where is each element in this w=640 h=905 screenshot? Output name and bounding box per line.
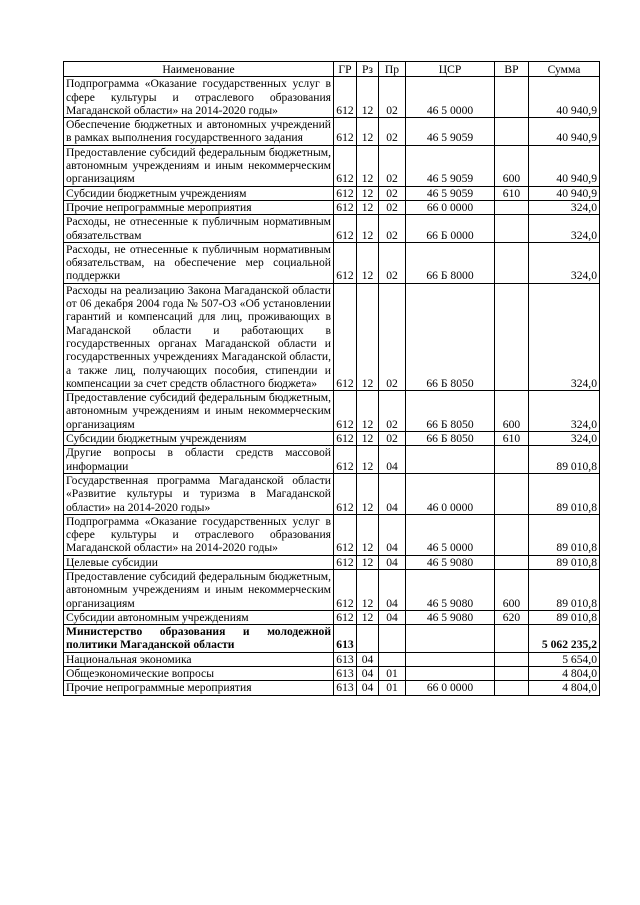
row-gr: 612 bbox=[334, 610, 357, 624]
row-gr: 612 bbox=[334, 446, 357, 474]
row-name: Государственная программа Магаданской области «Развитие культуры и туризма в Магаданской области» на 2014-2020 годы» bbox=[64, 473, 334, 514]
row-name: Подпрограмма «Оказание государственных услуг в сфере культуры и отраслевого образования Магаданской области» на 2014-2020 годы» bbox=[64, 77, 334, 118]
row-rz: 12 bbox=[357, 283, 379, 390]
row-csr: 46 0 0000 bbox=[406, 473, 495, 514]
row-sum: 324,0 bbox=[529, 283, 600, 390]
row-sum: 89 010,8 bbox=[529, 514, 600, 555]
table-row bbox=[64, 77, 600, 118]
row-vr bbox=[495, 473, 529, 514]
row-pr: 02 bbox=[379, 242, 406, 283]
row-sum: 89 010,8 bbox=[529, 473, 600, 514]
table-row bbox=[64, 625, 600, 653]
row-sum: 89 010,8 bbox=[529, 555, 600, 569]
row-csr bbox=[406, 667, 495, 681]
row-gr: 612 bbox=[334, 118, 357, 146]
row-vr bbox=[495, 681, 529, 695]
row-gr: 612 bbox=[334, 569, 357, 610]
row-gr: 612 bbox=[334, 215, 357, 243]
header-vr: ВР bbox=[495, 62, 529, 77]
row-vr bbox=[495, 446, 529, 474]
row-sum: 40 940,9 bbox=[529, 77, 600, 118]
row-rz: 12 bbox=[357, 473, 379, 514]
row-gr: 612 bbox=[334, 432, 357, 446]
row-pr: 02 bbox=[379, 200, 406, 214]
row-name: Целевые субсидии bbox=[64, 555, 334, 569]
row-sum: 324,0 bbox=[529, 242, 600, 283]
table-row bbox=[64, 186, 600, 200]
row-name: Прочие непрограммные мероприятия bbox=[64, 681, 334, 695]
table-row bbox=[64, 283, 600, 390]
row-csr: 66 0 0000 bbox=[406, 681, 495, 695]
row-name: Обеспечение бюджетных и автономных учреждений в рамках выполнения государственного задания bbox=[64, 118, 334, 146]
row-sum: 324,0 bbox=[529, 391, 600, 432]
row-pr: 04 bbox=[379, 446, 406, 474]
row-sum: 5 654,0 bbox=[529, 652, 600, 666]
row-csr: 66 Б 8050 bbox=[406, 283, 495, 390]
row-name: Расходы, не отнесенные к публичным нормативным обязательствам, на обеспечение мер социальной поддержки bbox=[64, 242, 334, 283]
row-pr: 02 bbox=[379, 118, 406, 146]
row-sum: 324,0 bbox=[529, 432, 600, 446]
row-csr: 66 Б 8000 bbox=[406, 242, 495, 283]
row-vr: 610 bbox=[495, 186, 529, 200]
row-name: Другие вопросы в области средств массовой информации bbox=[64, 446, 334, 474]
table-row bbox=[64, 200, 600, 214]
row-vr bbox=[495, 514, 529, 555]
row-gr: 612 bbox=[334, 200, 357, 214]
row-rz: 12 bbox=[357, 200, 379, 214]
row-rz: 04 bbox=[357, 652, 379, 666]
row-vr bbox=[495, 77, 529, 118]
row-name: Предоставление субсидий федеральным бюджетным, автономным учреждениям и иным некоммерческим организациям bbox=[64, 145, 334, 186]
row-rz: 12 bbox=[357, 145, 379, 186]
row-name: Расходы на реализацию Закона Магаданской области от 06 декабря 2004 года № 507-ОЗ «Об установлении гарантий и компенсаций для лиц, проживающих в Магаданской области и работающих в государственных органах Магаданской области и государственных учреждениях Магаданской области, а также лиц, получающих пособия, стипендии и компенсации за счет средств областного бюджета» bbox=[64, 283, 334, 390]
row-csr: 46 5 9080 bbox=[406, 555, 495, 569]
row-gr: 613 bbox=[334, 667, 357, 681]
row-pr: 02 bbox=[379, 77, 406, 118]
row-pr: 02 bbox=[379, 283, 406, 390]
row-rz: 04 bbox=[357, 667, 379, 681]
row-sum: 4 804,0 bbox=[529, 667, 600, 681]
row-csr: 46 5 0000 bbox=[406, 514, 495, 555]
table-row bbox=[64, 215, 600, 243]
row-vr: 620 bbox=[495, 610, 529, 624]
row-sum: 89 010,8 bbox=[529, 610, 600, 624]
row-pr: 02 bbox=[379, 391, 406, 432]
table-row bbox=[64, 391, 600, 432]
row-vr bbox=[495, 242, 529, 283]
row-name: Субсидии автономным учреждениям bbox=[64, 610, 334, 624]
row-csr: 46 5 9080 bbox=[406, 610, 495, 624]
row-name: Прочие непрограммные мероприятия bbox=[64, 200, 334, 214]
row-vr: 600 bbox=[495, 569, 529, 610]
row-pr: 01 bbox=[379, 667, 406, 681]
table-row bbox=[64, 473, 600, 514]
row-name: Субсидии бюджетным учреждениям bbox=[64, 432, 334, 446]
row-sum: 89 010,8 bbox=[529, 569, 600, 610]
row-vr bbox=[495, 652, 529, 666]
row-csr: 46 5 9059 bbox=[406, 145, 495, 186]
table-row bbox=[64, 569, 600, 610]
table-row bbox=[64, 514, 600, 555]
row-csr: 66 Б 8050 bbox=[406, 432, 495, 446]
row-sum: 40 940,9 bbox=[529, 186, 600, 200]
row-rz: 12 bbox=[357, 514, 379, 555]
row-csr: 66 0 0000 bbox=[406, 200, 495, 214]
row-rz: 12 bbox=[357, 118, 379, 146]
row-rz: 12 bbox=[357, 215, 379, 243]
row-vr bbox=[495, 667, 529, 681]
row-rz: 12 bbox=[357, 391, 379, 432]
row-gr: 613 bbox=[334, 625, 357, 653]
row-csr: 46 5 0000 bbox=[406, 77, 495, 118]
row-pr: 04 bbox=[379, 473, 406, 514]
row-sum: 324,0 bbox=[529, 200, 600, 214]
row-name: Министерство образования и молодежной политики Магаданской области bbox=[64, 625, 334, 653]
table-row bbox=[64, 145, 600, 186]
row-gr: 612 bbox=[334, 145, 357, 186]
table-row bbox=[64, 610, 600, 624]
row-gr: 612 bbox=[334, 186, 357, 200]
row-name: Национальная экономика bbox=[64, 652, 334, 666]
row-name: Общеэкономические вопросы bbox=[64, 667, 334, 681]
row-vr: 600 bbox=[495, 391, 529, 432]
table-row bbox=[64, 652, 600, 666]
row-rz bbox=[357, 625, 379, 653]
budget-table bbox=[63, 61, 600, 696]
row-rz: 12 bbox=[357, 432, 379, 446]
row-pr: 01 bbox=[379, 681, 406, 695]
row-gr: 612 bbox=[334, 242, 357, 283]
row-vr bbox=[495, 215, 529, 243]
row-sum: 40 940,9 bbox=[529, 145, 600, 186]
row-pr: 02 bbox=[379, 186, 406, 200]
row-csr bbox=[406, 625, 495, 653]
row-rz: 12 bbox=[357, 242, 379, 283]
row-name: Подпрограмма «Оказание государственных услуг в сфере культуры и отраслевого образования Магаданской области» на 2014-2020 годы» bbox=[64, 514, 334, 555]
row-vr bbox=[495, 625, 529, 653]
table-row bbox=[64, 446, 600, 474]
row-pr: 02 bbox=[379, 215, 406, 243]
row-rz: 12 bbox=[357, 569, 379, 610]
row-name: Предоставление субсидий федеральным бюджетным, автономным учреждениям и иным некоммерческим организациям bbox=[64, 391, 334, 432]
row-csr bbox=[406, 446, 495, 474]
row-name: Субсидии бюджетным учреждениям bbox=[64, 186, 334, 200]
row-gr: 613 bbox=[334, 681, 357, 695]
row-gr: 612 bbox=[334, 283, 357, 390]
row-sum: 4 804,0 bbox=[529, 681, 600, 695]
row-gr: 612 bbox=[334, 391, 357, 432]
row-name: Расходы, не отнесенные к публичным нормативным обязательствам bbox=[64, 215, 334, 243]
row-csr: 46 5 9080 bbox=[406, 569, 495, 610]
row-vr bbox=[495, 200, 529, 214]
row-vr bbox=[495, 118, 529, 146]
header-name: Наименование bbox=[64, 62, 334, 77]
row-rz: 12 bbox=[357, 446, 379, 474]
table-row bbox=[64, 667, 600, 681]
row-vr: 600 bbox=[495, 145, 529, 186]
row-csr: 66 Б 8050 bbox=[406, 391, 495, 432]
table-row bbox=[64, 118, 600, 146]
row-csr: 66 Б 0000 bbox=[406, 215, 495, 243]
row-pr: 04 bbox=[379, 555, 406, 569]
row-csr: 46 5 9059 bbox=[406, 118, 495, 146]
row-rz: 12 bbox=[357, 555, 379, 569]
row-gr: 612 bbox=[334, 555, 357, 569]
row-pr: 02 bbox=[379, 432, 406, 446]
row-vr: 610 bbox=[495, 432, 529, 446]
row-sum: 5 062 235,2 bbox=[529, 625, 600, 653]
table-row bbox=[64, 681, 600, 695]
row-sum: 324,0 bbox=[529, 215, 600, 243]
header-sum: Сумма bbox=[529, 62, 600, 77]
row-pr: 04 bbox=[379, 514, 406, 555]
row-csr: 46 5 9059 bbox=[406, 186, 495, 200]
header-pr: Пр bbox=[379, 62, 406, 77]
table-row bbox=[64, 432, 600, 446]
row-gr: 612 bbox=[334, 514, 357, 555]
table-header-row bbox=[64, 62, 600, 77]
row-pr bbox=[379, 625, 406, 653]
row-pr: 04 bbox=[379, 610, 406, 624]
row-name: Предоставление субсидий федеральным бюджетным, автономным учреждениям и иным некоммерческим организациям bbox=[64, 569, 334, 610]
row-vr bbox=[495, 555, 529, 569]
header-rz: Рз bbox=[357, 62, 379, 77]
header-gr: ГР bbox=[334, 62, 357, 77]
row-gr: 612 bbox=[334, 77, 357, 118]
row-rz: 12 bbox=[357, 610, 379, 624]
row-pr: 04 bbox=[379, 569, 406, 610]
header-csr: ЦСР bbox=[406, 62, 495, 77]
row-csr bbox=[406, 652, 495, 666]
table-row bbox=[64, 242, 600, 283]
row-sum: 40 940,9 bbox=[529, 118, 600, 146]
row-gr: 612 bbox=[334, 473, 357, 514]
row-rz: 04 bbox=[357, 681, 379, 695]
row-pr bbox=[379, 652, 406, 666]
row-gr: 613 bbox=[334, 652, 357, 666]
row-vr bbox=[495, 283, 529, 390]
row-rz: 12 bbox=[357, 186, 379, 200]
row-pr: 02 bbox=[379, 145, 406, 186]
table-row bbox=[64, 555, 600, 569]
row-rz: 12 bbox=[357, 77, 379, 118]
row-sum: 89 010,8 bbox=[529, 446, 600, 474]
